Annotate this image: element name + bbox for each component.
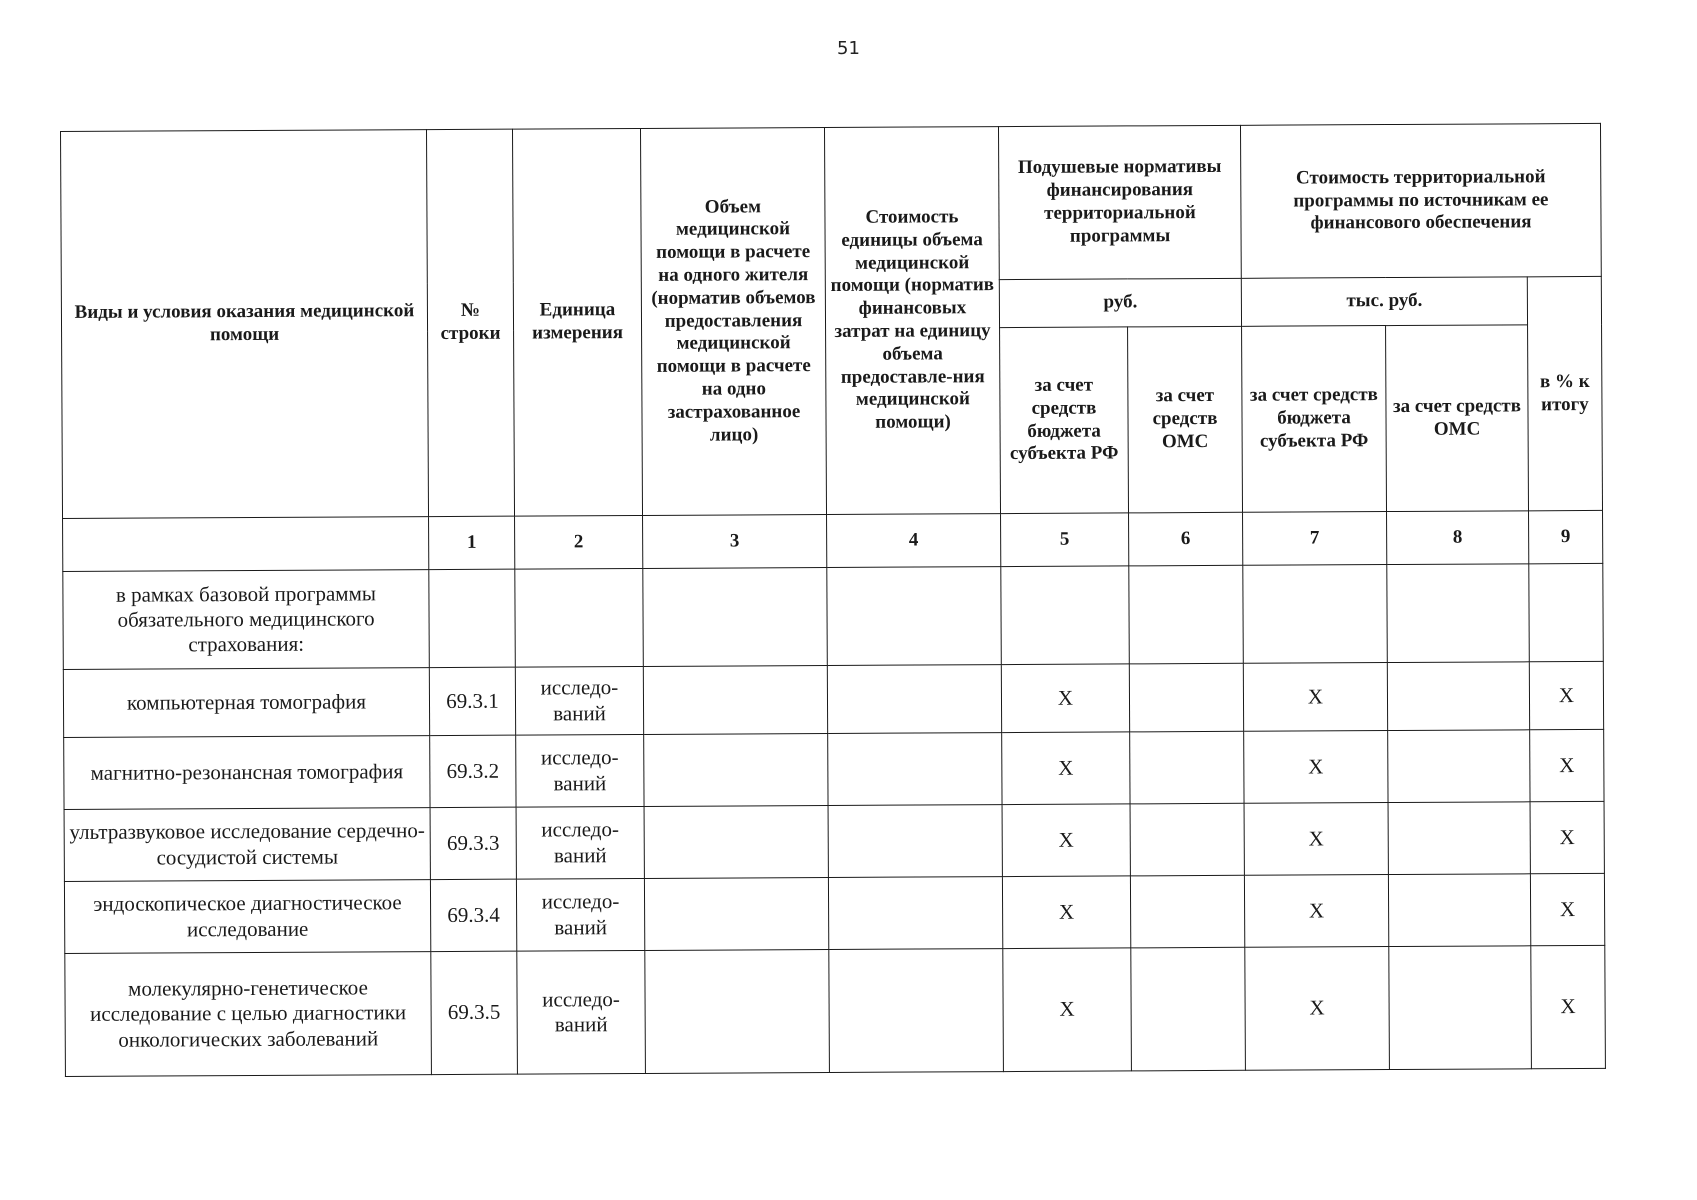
cell-oms-rub (1130, 875, 1244, 948)
column-number: 5 (1001, 513, 1129, 567)
header-unit: Единица измерения (512, 128, 642, 516)
cell-oms-thousand (1388, 730, 1530, 803)
column-number: 9 (1529, 510, 1603, 563)
header-volume: Объем медицинской помощи в расчете на одного жителя (норматив объемов предоставления медицинской помощи в расчете на одно застрахованное лицо) (640, 127, 826, 515)
column-number: 8 (1387, 511, 1529, 565)
cell-volume (644, 877, 828, 950)
row-label: в рамках базовой программы обязательного медицинского страхования: (63, 570, 430, 670)
cell-unit-cost (828, 877, 1002, 950)
cell-percent: X (1529, 661, 1603, 729)
row-number: 69.3.4 (430, 879, 516, 951)
row-label: компьютерная томография (63, 668, 429, 738)
column-number: 6 (1129, 512, 1243, 566)
cell-oms-rub (1129, 663, 1243, 732)
header-type-of-care: Виды и условия оказания медицинской помощи (61, 130, 429, 519)
cell-unit-cost (827, 567, 1002, 666)
header-percent: в % к итогу (1527, 276, 1602, 510)
table-row (63, 563, 1604, 669)
row-number: 69.3.3 (430, 807, 516, 879)
row-unit: исследо-ваний (515, 666, 643, 735)
header-budget-thousand: за счет средств бюджета субъекта РФ (1242, 326, 1387, 513)
header-budget-rub: за счет средств бюджета субъекта РФ (1000, 327, 1129, 514)
column-number-blank (63, 517, 429, 572)
cell-volume (645, 949, 830, 1073)
cell-oms-thousand (1389, 946, 1532, 1070)
cell-oms-rub (1130, 803, 1244, 876)
column-number: 2 (515, 515, 643, 569)
cell-percent: X (1531, 945, 1606, 1068)
header-rub: руб. (999, 278, 1241, 327)
cell-unit-cost (827, 665, 1001, 734)
cell-oms-thousand (1388, 874, 1530, 947)
page-number: 51 (837, 38, 860, 59)
row-label: молекулярно-генетическое исследование с целью диагностики онкологических заболеваний (65, 952, 432, 1077)
cell-unit-cost (828, 733, 1002, 806)
row-number: 69.3.1 (429, 667, 515, 735)
cell-oms-thousand (1387, 564, 1530, 663)
column-number-row (63, 510, 1603, 571)
row-unit: исследо-ваний (517, 950, 646, 1074)
cell-budget-rub (1001, 566, 1130, 665)
cell-budget-thousand: X (1245, 947, 1390, 1071)
header-oms-rub: за счет средств ОМС (1128, 326, 1243, 513)
table-row (65, 945, 1606, 1076)
cell-budget-rub: X (1002, 732, 1130, 805)
column-number: 7 (1243, 512, 1387, 566)
column-number: 3 (643, 514, 827, 568)
cell-percent: X (1530, 801, 1604, 873)
header-thousand-rub: тыс. руб. (1241, 277, 1527, 326)
row-label: эндоскопическое диагностическое исследование (64, 880, 430, 954)
cell-budget-thousand: X (1243, 663, 1387, 732)
cell-unit-cost (829, 949, 1004, 1073)
table-row (63, 661, 1603, 737)
cell-oms-thousand (1388, 802, 1530, 875)
row-number (429, 569, 516, 667)
header-program-cost-group: Стоимость территориальной программы по источникам ее финансового обеспечения (1240, 123, 1601, 278)
table-row (64, 801, 1604, 881)
row-unit: исследо-ваний (516, 734, 644, 807)
cell-budget-thousand (1243, 565, 1388, 664)
header-unit-cost: Стоимость единицы объема медицинской помощи (норматив финансовых затрат на единицу объема предоставле-ния медицинской помощи) (824, 127, 1000, 515)
row-unit: исследо-ваний (516, 878, 644, 951)
cell-oms-thousand (1387, 662, 1529, 731)
table-row (64, 873, 1604, 953)
cell-budget-rub: X (1002, 804, 1130, 877)
cell-volume (644, 733, 828, 806)
cell-unit-cost (828, 805, 1002, 878)
cell-volume (644, 805, 828, 878)
cell-volume (643, 567, 828, 666)
financing-table (60, 123, 1606, 1077)
header-oms-thousand: за счет средств ОМС (1386, 325, 1529, 512)
row-unit (515, 568, 644, 667)
column-number: 4 (827, 514, 1001, 568)
column-number: 1 (429, 516, 515, 569)
cell-budget-rub: X (1003, 948, 1132, 1072)
cell-percent (1529, 563, 1604, 661)
cell-oms-rub (1131, 947, 1246, 1071)
cell-percent: X (1530, 873, 1604, 945)
cell-budget-thousand: X (1244, 875, 1388, 948)
header-row-number: № строки (426, 129, 514, 516)
cell-budget-rub: X (1001, 664, 1129, 733)
row-unit: исследо-ваний (516, 806, 644, 879)
table-row (64, 729, 1604, 809)
cell-oms-rub (1130, 731, 1244, 804)
cell-percent: X (1530, 729, 1604, 801)
cell-budget-thousand: X (1244, 731, 1388, 804)
cell-budget-thousand: X (1244, 803, 1388, 876)
row-label: магнитно-резонансная томография (64, 736, 430, 810)
header-per-capita-group: Подушевые нормативы финансирования территориальной программы (998, 125, 1241, 279)
row-number: 69.3.2 (430, 735, 516, 807)
row-number: 69.3.5 (431, 951, 518, 1074)
cell-budget-rub: X (1002, 876, 1130, 949)
cell-volume (643, 665, 827, 734)
cell-oms-rub (1129, 565, 1244, 664)
row-label: ультразвуковое исследование сердечно-сосудистой системы (64, 808, 430, 882)
